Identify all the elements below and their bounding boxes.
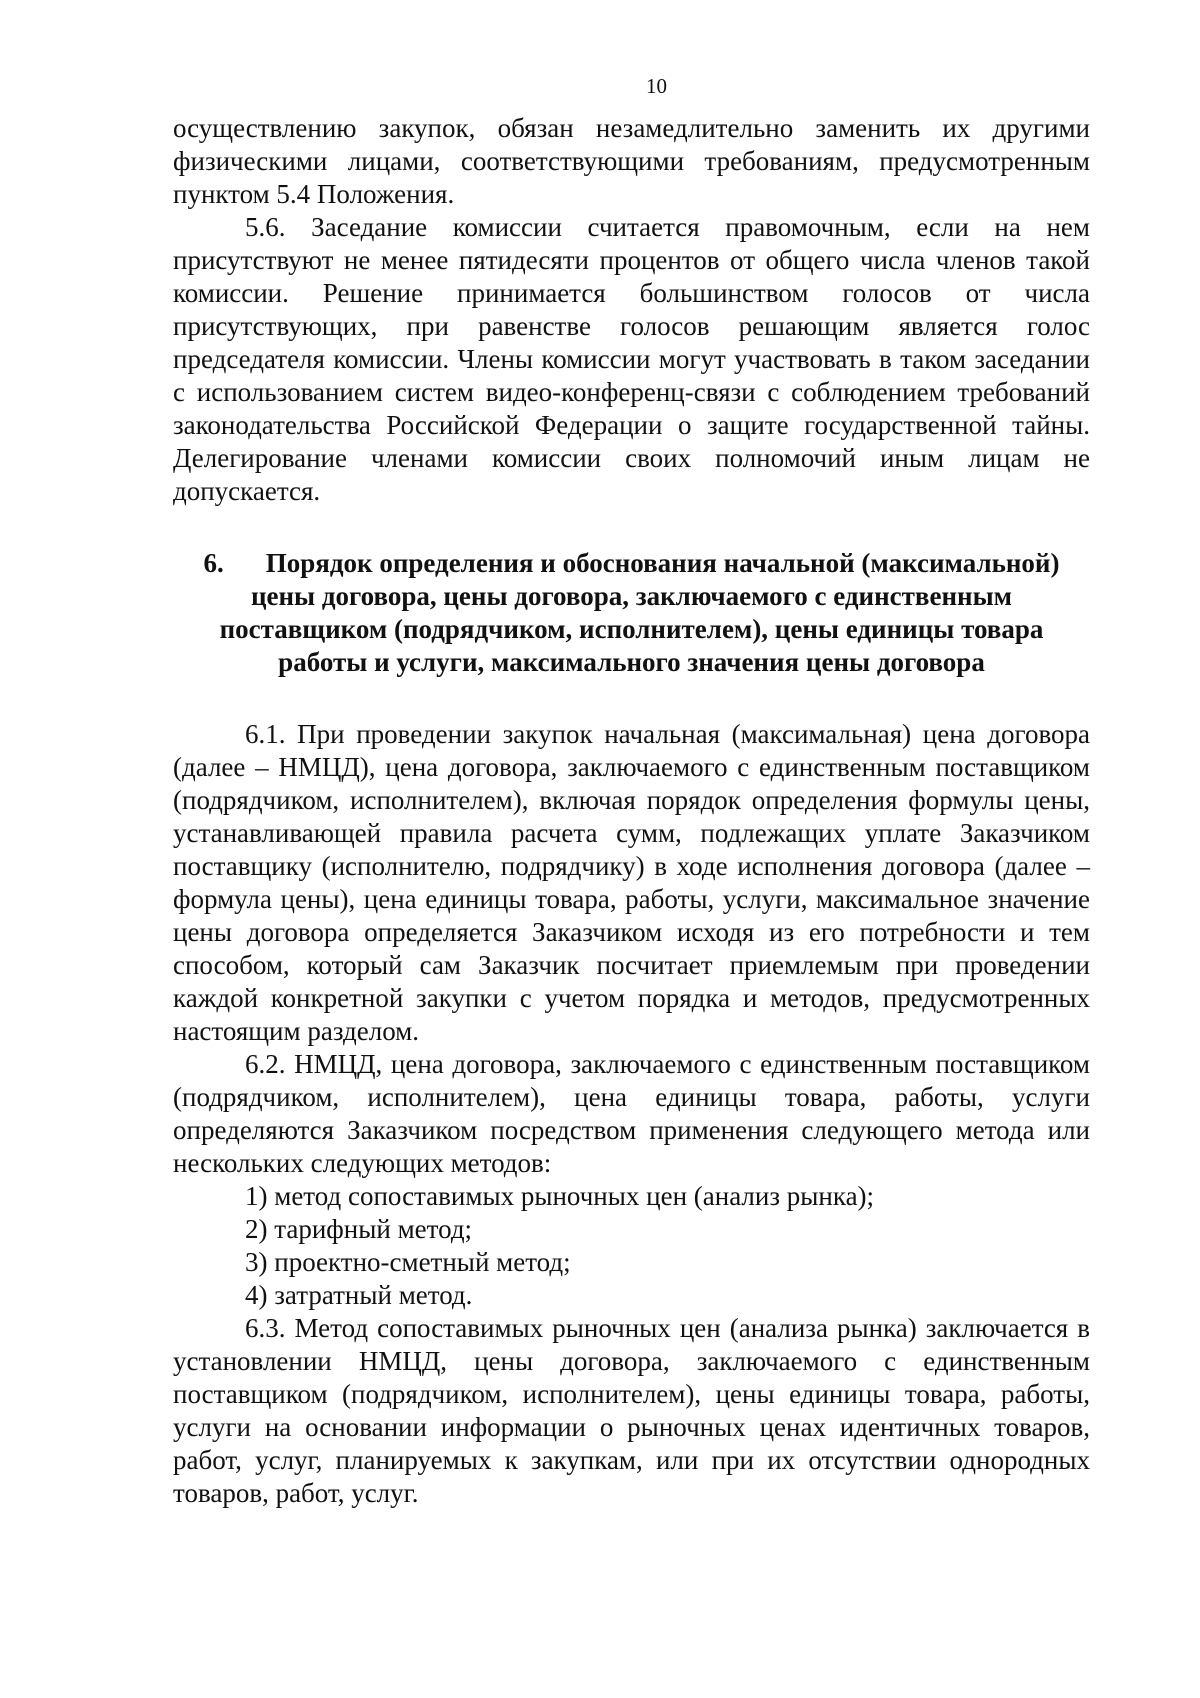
paragraph-6-2: 6.2. НМЦД, цена договора, заключаемого с единственным поставщиком (подрядчиком, исполнителем), цена единицы товара, работы, услуги определяются Заказчиком посредством применения следующего метода или нескольких следующих методов:	[173, 1049, 1090, 1178]
method-item-2: 2) тарифный метод;	[245, 1214, 473, 1244]
section-title: Порядок определения и обоснования начальной (максимальной) цены договора, цены договора, заключаемого с единственным поставщиком (подрядчиком, исполнителем), цены единицы товара работы и услуги, максимального значения цены договора	[219, 548, 1060, 677]
paragraph-6-1: 6.1. При проведении закупок начальная (максимальная) цена договора (далее – НМЦД), цена договора, заключаемого с единственным поставщиком (подрядчиком, исполнителем), включая порядок определения формулы цены, устанавливающей правила расчета сумм, подлежащих уплате Заказчиком поставщику (исполнителю, подрядчику) в ходе исполнения договора (далее – формула цены), цена единицы товара, работы, услуги, максимальное значение цены договора определяется Заказчиком исходя из его потребности и тем способом, который сам Заказчик посчитает приемлемым при проведении каждой конкретной закупки с учетом порядка и методов, предусмотренных настоящим разделом.	[173, 719, 1090, 1046]
paragraph-6-3: 6.3. Метод сопоставимых рыночных цен (анализа рынка) заключается в установлении НМЦД, цены договора, заключаемого с единственным поставщиком (подрядчиком, исполнителем), цены единицы товара, работы, услуги на основании информации о рыночных ценах идентичных товаров, работ, услуг, планируемых к закупкам, или при их отсутствии однородных товаров, работ, услуг.	[173, 1313, 1090, 1508]
method-item-1: 1) метод сопоставимых рыночных цен (анализ рынка);	[245, 1181, 875, 1211]
paragraph-5-6: 5.6. Заседание комиссии считается правомочным, если на нем присутствуют не менее пятидесяти процентов от общего числа членов такой комиссии. Решение принимается большинством голосов от числа присутствующих, при равенстве голосов решающим является голос председателя комиссии. Члены комиссии могут участвовать в таком заседании с использованием систем видео-конференц-связи с соблюдением требований законодательства Российской Федерации о защите государственной тайны. Делегирование членами комиссии своих полномочий иным лицам не допускается.	[173, 212, 1090, 506]
section-heading	[173, 547, 1090, 679]
method-item-3: 3) проектно-сметный метод;	[245, 1247, 571, 1277]
section-number: 6.	[203, 548, 224, 578]
paragraph-continuation: осуществлению закупок, обязан незамедлительно заменить их другими физическими лицами, соответствующими требованиям, предусмотренным пунктом 5.4 Положения.	[173, 113, 1090, 209]
method-item-4: 4) затратный метод.	[245, 1280, 473, 1310]
page-number: 10	[646, 74, 667, 98]
